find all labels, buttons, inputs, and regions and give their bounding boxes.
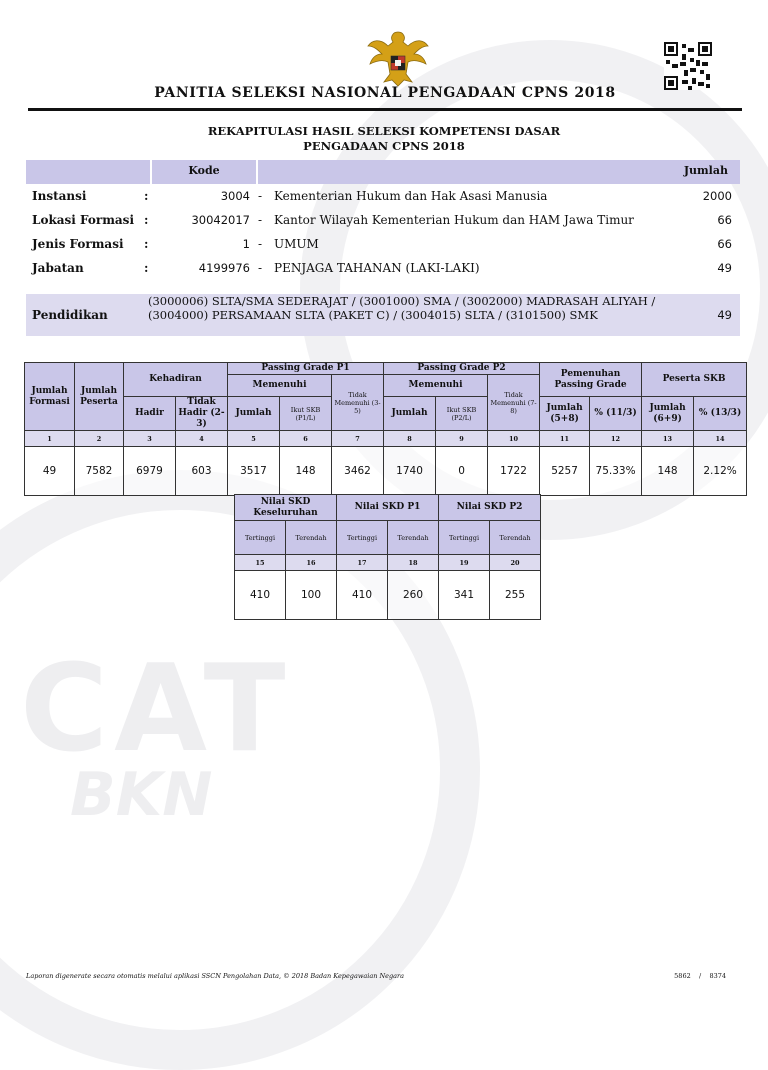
value-keseluruhan-tertinggi: 410 (235, 571, 286, 620)
value-ikut-skb-p2: 0 (436, 447, 488, 496)
value-pemenuhan-persen: 75.33% (590, 447, 642, 496)
th-tertinggi: Tertinggi (439, 521, 490, 555)
info-label: Pendidikan (32, 308, 108, 322)
th-jumlah-peserta: Jumlah Peserta (75, 363, 124, 431)
value-jumlah-formasi: 49 (25, 447, 75, 496)
th-tidak-memenuhi-p1: Tidak Memenuhi (3-5) (332, 375, 384, 431)
index-cell: 11 (540, 431, 590, 447)
value-tidak-memenuhi-p2: 1722 (488, 447, 540, 496)
th-ikut-skb-p2: Ikut SKB (P2/L) (436, 397, 488, 431)
info-description: Kementerian Hukum dan Hak Asasi Manusia (274, 189, 548, 203)
index-cell: 4 (176, 431, 228, 447)
info-value: 49 (717, 261, 732, 275)
index-cell: 3 (124, 431, 176, 447)
th-terendah: Terendah (286, 521, 337, 555)
th-passing-grade-p2: Passing Grade P2 (384, 363, 540, 375)
info-code: 1 (242, 237, 250, 251)
th-kehadiran: Kehadiran (124, 363, 228, 397)
th-tertinggi: Tertinggi (235, 521, 286, 555)
th-tidak-memenuhi-p2: Tidak Memenuhi (7-8) (488, 375, 540, 431)
header-divider (28, 108, 742, 111)
th-terendah: Terendah (490, 521, 541, 555)
value-ikut-skb-p1: 148 (280, 447, 332, 496)
value-p1-terendah: 260 (388, 571, 439, 620)
th-jumlah-p2: Jumlah (384, 397, 436, 431)
index-cell: 17 (337, 555, 388, 571)
th-jumlah-6-9: Jumlah (6+9) (642, 397, 694, 431)
index-cell: 20 (490, 555, 541, 571)
total-pages: 8374 (709, 972, 726, 980)
th-nilai-skd-p2: Nilai SKD P2 (439, 495, 541, 521)
info-row-lokasi-formasi: Lokasi Formasi : 30042017 - Kantor Wilayah Kementerian Hukum dan HAM Jawa Timur 66 (32, 213, 732, 227)
table-row (235, 571, 541, 620)
info-value: 2000 (702, 189, 732, 203)
report-title-line-2: PENGADAAN CPNS 2018 (303, 139, 465, 153)
index-row (235, 555, 541, 571)
value-jumlah-peserta: 7582 (75, 447, 124, 496)
info-label: Instansi (32, 189, 87, 203)
th-pemenuhan-passing-grade: Pemenuhan Passing Grade (540, 363, 642, 397)
value-tidak-hadir: 603 (176, 447, 228, 496)
th-tidak-hadir: Tidak Hadir (2-3) (176, 397, 228, 431)
qr-code-icon (664, 42, 712, 90)
index-cell: 12 (590, 431, 642, 447)
th-memenuhi-p1: Memenuhi (228, 375, 332, 397)
index-cell: 6 (280, 431, 332, 447)
index-cell: 5 (228, 431, 280, 447)
index-cell: 9 (436, 431, 488, 447)
info-code: 30042017 (191, 213, 250, 227)
th-jumlah-5-8: Jumlah (5+8) (540, 397, 590, 431)
th-pct-13-3: % (13/3) (694, 397, 747, 431)
index-cell: 16 (286, 555, 337, 571)
index-cell: 1 (25, 431, 75, 447)
watermark-bkn-logo: BKN (70, 760, 213, 830)
th-pct-11-3: % (11/3) (590, 397, 642, 431)
kode-column-header: Kode (188, 164, 220, 177)
th-peserta-skb: Peserta SKB (642, 363, 747, 397)
index-row (25, 431, 747, 447)
value-memenuhi-p1: 3517 (228, 447, 280, 496)
info-value: 66 (717, 213, 732, 227)
table-row (25, 447, 747, 496)
th-memenuhi-p2: Memenuhi (384, 375, 488, 397)
report-title (0, 124, 768, 154)
info-value: 49 (717, 308, 732, 322)
th-nilai-skd-keseluruhan: Nilai SKD Keseluruhan (235, 495, 337, 521)
value-tidak-memenuhi-p1: 3462 (332, 447, 384, 496)
jumlah-column-header: Jumlah (683, 164, 728, 177)
value-hadir: 6979 (124, 447, 176, 496)
info-description: PENJAGA TAHANAN (LAKI-LAKI) (274, 261, 480, 275)
info-value: 66 (717, 237, 732, 251)
watermark-cat-logo: CAT (20, 640, 292, 779)
index-cell: 10 (488, 431, 540, 447)
th-jumlah-p1: Jumlah (228, 397, 280, 431)
index-cell: 18 (388, 555, 439, 571)
value-peserta-skb-persen: 2.12% (694, 447, 747, 496)
info-code: 4199976 (198, 261, 250, 275)
th-nilai-skd-p1: Nilai SKD P1 (337, 495, 439, 521)
footer (26, 972, 742, 980)
info-description: Kantor Wilayah Kementerian Hukum dan HAM Jawa Timur (274, 213, 634, 227)
index-cell: 14 (694, 431, 747, 447)
th-terendah: Terendah (388, 521, 439, 555)
th-passing-grade-p1: Passing Grade P1 (228, 363, 384, 375)
index-cell: 2 (75, 431, 124, 447)
info-row-pendidikan (26, 294, 740, 336)
info-description: UMUM (274, 237, 319, 251)
garuda-emblem-icon (366, 28, 430, 88)
agency-title: PANITIA SELEKSI NASIONAL PENGADAAN CPNS 2018 (154, 85, 616, 101)
index-cell: 13 (642, 431, 694, 447)
current-page: 5862 (674, 972, 691, 980)
report-title-line-1: REKAPITULASI HASIL SELEKSI KOMPETENSI DASAR (207, 124, 561, 138)
index-cell: 19 (439, 555, 490, 571)
index-cell: 7 (332, 431, 384, 447)
page-separator: / (698, 972, 702, 980)
value-pemenuhan-jumlah: 5257 (540, 447, 590, 496)
value-p2-terendah: 255 (490, 571, 541, 620)
info-label: Jabatan (32, 261, 84, 275)
th-jumlah-formasi: Jumlah Formasi (25, 363, 75, 431)
th-tertinggi: Tertinggi (337, 521, 388, 555)
info-row-jenis-formasi: Jenis Formasi : 1 - UMUM 66 (32, 237, 732, 251)
value-peserta-skb-jumlah: 148 (642, 447, 694, 496)
value-p1-tertinggi: 410 (337, 571, 388, 620)
index-cell: 15 (235, 555, 286, 571)
nilai-skd-table (234, 494, 541, 620)
info-label: Lokasi Formasi (32, 213, 134, 227)
info-row-jabatan: Jabatan : 4199976 - PENJAGA TAHANAN (LAKI-LAKI) 49 (32, 261, 732, 275)
value-keseluruhan-terendah: 100 (286, 571, 337, 620)
footer-note: Laporan digenerate secara otomatis melalui aplikasi SSCN Pengolahan Data, © 2018 Badan Kepegawaian Negara (26, 972, 405, 980)
info-label: Jenis Formasi (32, 237, 124, 251)
info-row-instansi: Instansi : 3004 - Kementerian Hukum dan Hak Asasi Manusia 2000 (32, 189, 732, 203)
th-ikut-skb-p1: Ikut SKB (P1/L) (280, 397, 332, 431)
document-header (28, 28, 742, 114)
seleksi-summary-table (24, 362, 747, 496)
value-p2-tertinggi: 341 (439, 571, 490, 620)
pendidikan-description: (3000006) SLTA/SMA SEDERAJAT / (3001000) SMA / (3002000) MADRASAH ALIYAH / (3004000) PERSAMAAN SLTA (PAKET C) / (3004015) SLTA / (3101500) SMK (148, 294, 656, 322)
index-cell: 8 (384, 431, 436, 447)
info-code: 3004 (220, 189, 250, 203)
value-memenuhi-p2: 1740 (384, 447, 436, 496)
page-number (674, 972, 726, 980)
info-header-bar (26, 160, 740, 184)
th-hadir: Hadir (124, 397, 176, 431)
